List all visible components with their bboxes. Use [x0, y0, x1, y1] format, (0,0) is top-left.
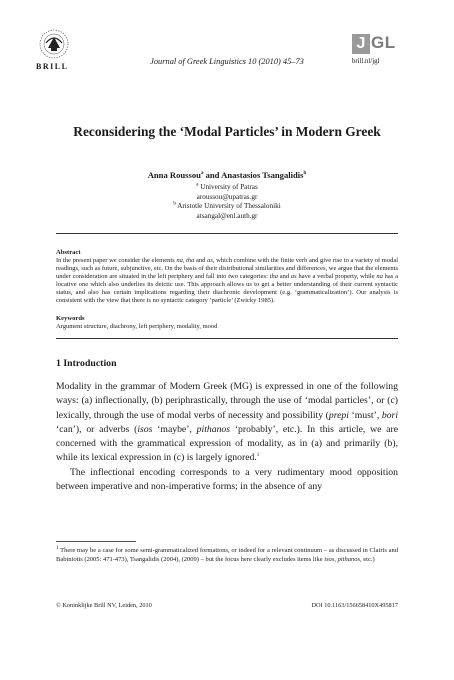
author-2-email[interactable]: atsangal@enl.auth.gr: [196, 212, 258, 220]
keywords-heading: Keywords: [56, 315, 85, 322]
copyright-notice: © Koninklijke Brill NV, Leiden, 2010: [56, 602, 152, 609]
paragraph: The inflectional encoding corresponds to a very rudimentary mood opposition between imperative and non-imperative forms; in the absence of any: [56, 466, 398, 493]
author-1-affil-mark: a: [200, 171, 204, 177]
footnote-rule: [56, 541, 136, 542]
footnote-number: 1: [56, 545, 59, 551]
journal-logo-text: GL: [371, 33, 396, 52]
section-heading: 1 Introduction: [56, 358, 117, 369]
author-line: [0, 170, 454, 180]
author-2-affil-mark: b: [303, 171, 307, 177]
journal-logo-box: J: [352, 34, 370, 54]
abstract-text: In the present paper we consider the elements na, tha and as, which combine with the finite verb and give rise to a variety of modal readings, such as future, subjunctive, etc. On the basis of their distributional similarities and differences, we argue that the elements under consideration are situated in the left periphery and fall into two categories: tha and as have a verbal property, while na has a locative one which also underlies its deictic use. This approach allows us to get a better understanding of their current syntactic status, and also has certain implications regarding their diachronic development (e.g. ‘grammaticalization’). Our analysis is consistent with the view that there is no syntactic category ‘particle’ (Zwicky 1985).: [56, 257, 399, 304]
journal-url[interactable]: brill.nl/jgl: [352, 58, 380, 65]
article-title: Reconsidering the ‘Modal Particles’ in Modern Greek: [73, 124, 381, 139]
divider-bottom: [56, 338, 398, 339]
footnote: $^1$ There may be a case for some semi-grammaticalized formations, or indeed for a relevant continuum – as discussed in Clairis and Babiniotis (2005: 471-473), Tsangalidis (2004), (2009) – but the focus here clearly excludes items like isos, pithanos, etc.): [56, 545, 398, 563]
keywords-text: Argument structure, diachrony, left periphery, modality, mood: [56, 323, 218, 330]
publisher-name: BRILL: [36, 62, 69, 71]
journal-citation: Journal of Greek Linguistics 10 (2010) 45–73: [150, 57, 304, 66]
divider-top: [56, 233, 398, 234]
author-1: Anna Roussou: [147, 170, 201, 180]
abstract-heading: Abstract: [56, 249, 81, 256]
affiliation-line: $^b$ Aristotle University of Thessaloniki: [173, 201, 281, 210]
brill-seal-logo: [36, 28, 72, 60]
body-text: [56, 380, 398, 494]
footnote-ref[interactable]: 1: [256, 453, 260, 459]
paragraph: Modality in the grammar of Modern Greek (MG) is expressed in one of the following ways: (a) inflectionally, (b) periphrastically, through the use of ‘modal particles’, or (c) lexically, through the use of modal verbs of necessity and possibility (prepi ‘must’, bori ‘can’), or adverbs (isos ‘maybe’, pithanos ‘probably’, etc.). In this article, we are concerned with the grammatical expression of modality, as in (a) and primarily (b), while its lexical expression in (c) is largely ignored.$^1$: [56, 381, 399, 464]
author-2: and Anastasios Tsangalidis: [203, 170, 304, 180]
brill-seal-icon: [36, 28, 72, 60]
affiliation-line: $^a$ University of Patras: [196, 182, 258, 191]
author-1-email[interactable]: aroussou@upatras.gr: [196, 193, 258, 201]
doi[interactable]: DOI 10.1163/156658410X495817: [311, 602, 398, 609]
